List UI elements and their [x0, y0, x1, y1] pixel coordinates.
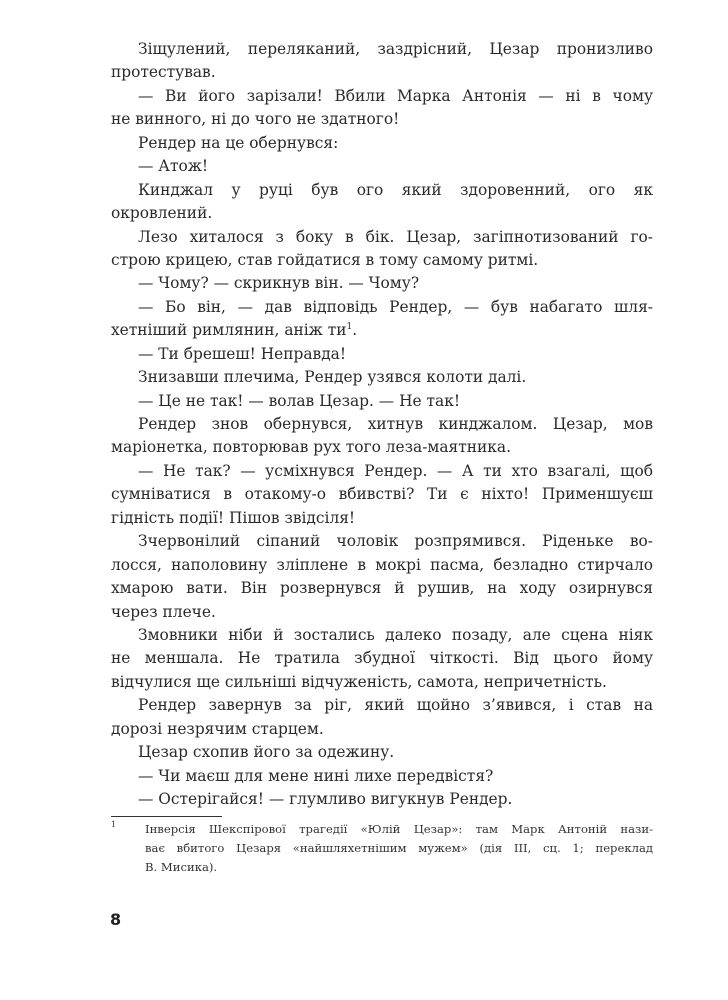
footnote-body: [145, 820, 653, 877]
text-line: дорозі незрячим старцем.: [111, 719, 324, 738]
text-line: Зчервонілий сіпаний чоловік розпрямився. Ріденьке во-: [138, 532, 653, 551]
text-line: Зіщулений, переляканий, заздрісний, Цезар пронизливо: [138, 40, 653, 58]
text-line: — Остерігайся! — глумливо вигукнув Рендер.: [138, 790, 513, 808]
footnote-reference[interactable]: 1: [346, 322, 353, 333]
text-line: протестував.: [111, 63, 216, 82]
text-line: — Ви його зарізали! Вбили Марка Антонія — ні в чому: [138, 86, 653, 105]
text-line: сумніватися в отакому-о вбивстві? Ти є ніхто! Применшуєш: [111, 485, 653, 504]
page-number: 8: [110, 910, 122, 929]
text-line: Змовники ніби й зостались далеко позаду, але сцена ніяк: [138, 625, 653, 644]
line-text-tail: .: [352, 321, 358, 340]
text-line: — Ти брешеш! Неправда!: [138, 344, 347, 363]
paragraph: [111, 155, 653, 178]
paragraph: [111, 741, 653, 764]
paragraph: [111, 788, 653, 811]
footnote-marker: 1: [111, 820, 117, 829]
text-line: — Бо він, — дав відповідь Рендер, — був набагато шля-: [138, 297, 653, 316]
footnote-line: ває вбитого Цезаря «найшляхетнішим мужем» (дія III, сц. 1; переклад: [145, 841, 653, 855]
paragraph: [111, 765, 653, 788]
text-line: Рендер завернув за ріг, який щойно з’явився, і став на: [138, 696, 653, 715]
footnote-divider: [111, 816, 222, 817]
text-line: строю крицею, став гойдатися в тому самому ритмі.: [111, 250, 539, 269]
paragraph: [111, 694, 653, 741]
text-line: — Атож!: [138, 157, 209, 176]
text-line: не винного, ні до чого не здатного!: [111, 110, 400, 129]
text-line: відчулися ще сильніші відчуженість, самота, непричетність.: [111, 672, 607, 691]
text-line: Знизавши плечима, Рендер узявся колоти далі.: [138, 368, 527, 387]
footnote-line: Інверсія Шекспірової трагедії «Юлій Цезар»: там Марк Антоній нази-: [145, 822, 653, 836]
text-line: [111, 319, 653, 342]
paragraph: [111, 343, 653, 366]
text-line: Рендер на це обернувся:: [138, 133, 339, 152]
paragraph: [111, 530, 653, 624]
paragraph: [111, 272, 653, 295]
text-line: маріонетка, повторював рух того леза-маятника.: [111, 438, 511, 457]
text-line: через плече.: [111, 602, 216, 621]
paragraph: [111, 179, 653, 226]
text-line: лосся, наполовину зліплене в мокрі пасма, безладно стирчало: [111, 555, 653, 574]
paragraph: [111, 413, 653, 460]
footnote: [111, 820, 653, 877]
text-line: Цезар схопив його за одежину.: [138, 743, 395, 762]
paragraph: [111, 132, 653, 155]
text-line: — Чому? — скрикнув він. — Чому?: [138, 274, 420, 293]
paragraph: [111, 366, 653, 389]
text-line: — Не так? — усміхнувся Рендер. — А ти хто взагалі, щоб: [138, 461, 653, 480]
line-text: хетніший римлянин, аніж ти: [111, 321, 347, 340]
text-line: Кинджал у руці був ого який здоровенний, ого як: [138, 180, 653, 199]
text-line: Лезо хиталося з боку в бік. Цезар, загіпнотизований го-: [138, 227, 653, 246]
body-text: [111, 38, 653, 811]
text-line: окровлений.: [111, 204, 213, 223]
paragraph: [111, 85, 653, 132]
text-line: Рендер знов обернувся, хитнув кинджалом. Цезар, мов: [138, 415, 653, 433]
paragraph: [111, 38, 653, 85]
paragraph: [111, 624, 653, 694]
paragraph: [111, 296, 653, 343]
text-line: — Це не так! — волав Цезар. — Не так!: [138, 391, 461, 410]
paragraph: [111, 226, 653, 273]
paragraph: [111, 460, 653, 530]
paragraph: [111, 390, 653, 413]
text-line: гідність події! Пішов звідсіля!: [111, 508, 356, 527]
footnote-line: В. Мисика).: [145, 860, 218, 874]
text-line: не меншала. Не тратила збудної чіткості. Від цього йому: [111, 649, 653, 668]
text-line: хмарою вати. Він розвернувся й рушив, на ходу озирнувся: [111, 579, 653, 598]
text-line: — Чи маєш для мене нині лихе передвістя?: [138, 766, 494, 785]
